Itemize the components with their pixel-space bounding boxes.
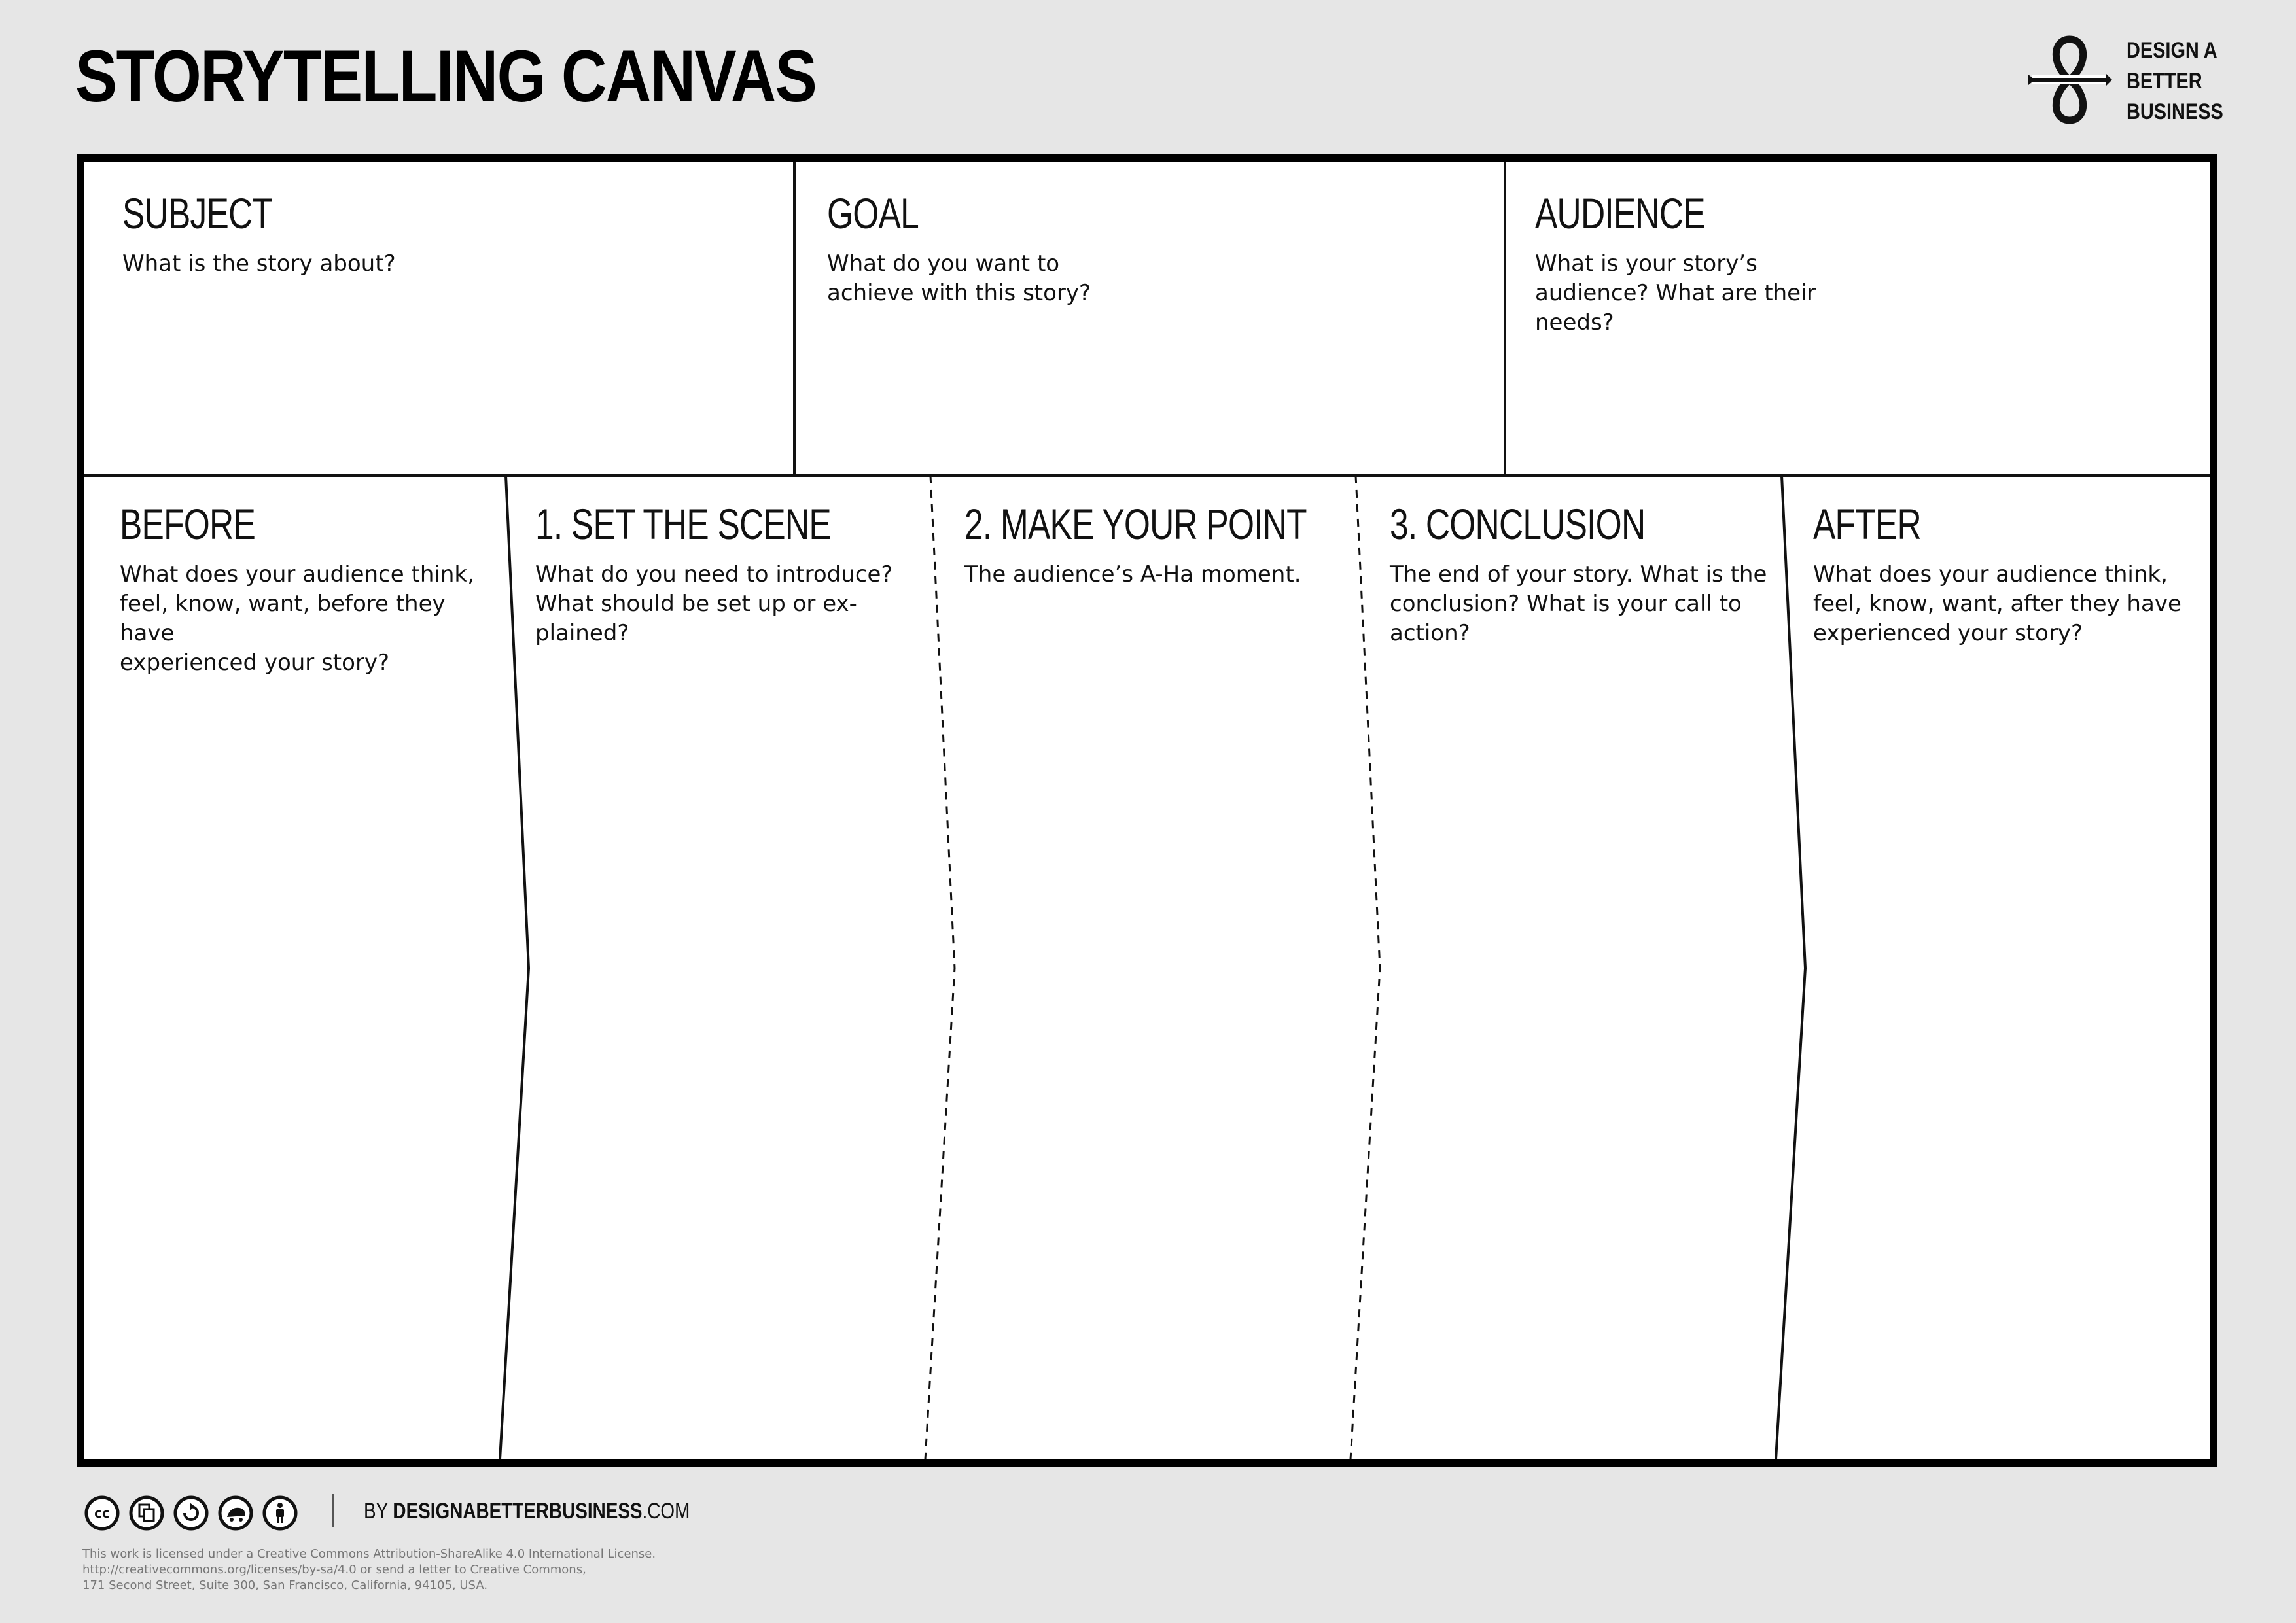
- footer-site-suffix: .COM: [642, 1499, 690, 1524]
- goal-question: What do you want to achieve with this story?: [827, 250, 1091, 306]
- brand-name: [2127, 35, 2223, 128]
- svg-text:cc: cc: [94, 1505, 110, 1521]
- noncommercial-icon: [217, 1495, 254, 1531]
- after-block[interactable]: [1813, 500, 2206, 648]
- infinity-arrows-logo-icon: [2027, 34, 2112, 126]
- conclusion-title: 3. CONCLUSION: [1390, 500, 1646, 548]
- brand-line: DESIGN A: [2127, 38, 2217, 63]
- share-icon: [128, 1495, 165, 1531]
- footer-website[interactable]: [364, 1497, 690, 1526]
- brand-logo: [2027, 34, 2223, 132]
- after-title: AFTER: [1813, 500, 1921, 548]
- audience-question: What is your story’s audience? What are their needs?: [1535, 250, 1816, 336]
- brand-line: BUSINESS: [2127, 99, 2223, 124]
- make-your-point-block[interactable]: [964, 500, 1357, 589]
- set-the-scene-block[interactable]: [535, 500, 928, 648]
- goal-title: GOAL: [827, 189, 919, 237]
- footer-site-name: DESIGNABETTERBUSINESS: [393, 1499, 643, 1524]
- make-your-point-question: The audience’s A-Ha moment.: [964, 561, 1301, 587]
- conclusion-block[interactable]: [1390, 500, 1782, 648]
- audience-title: AUDIENCE: [1535, 189, 1705, 237]
- conclusion-question: The end of your story. What is the conclusion? What is your call to action?: [1390, 561, 1767, 646]
- set-the-scene-question: What do you need to introduce? What should be set up or ex- plained?: [535, 561, 893, 646]
- page-title: STORYTELLING CANVAS: [75, 35, 817, 117]
- attribution-icon: [262, 1495, 298, 1531]
- brand-line: BETTER: [2127, 69, 2202, 94]
- cc-icon: [84, 1495, 120, 1531]
- remix-icon: [173, 1495, 209, 1531]
- canvas-frame: [77, 154, 2217, 1467]
- license-text: This work is licensed under a Creative Commons Attribution-ShareAlike 4.0 International License. http://creativecommons.org/licenses/by-sa/4.0 or send a letter to Creative Commons, 171 Second Street, Suite 300, San Francisco, California, 94105, USA.: [82, 1547, 656, 1592]
- license-icons: [84, 1495, 298, 1531]
- before-block[interactable]: [120, 500, 499, 678]
- make-your-point-title: 2. MAKE YOUR POINT: [964, 500, 1307, 548]
- goal-block[interactable]: [827, 190, 1468, 308]
- set-the-scene-title: 1. SET THE SCENE: [535, 500, 831, 548]
- after-question: What does your audience think, feel, know, want, after they have experienced your story?: [1813, 561, 2181, 646]
- before-question: What does your audience think, feel, know, want, before they have experienced your story?: [120, 561, 474, 676]
- subject-title: SUBJECT: [122, 189, 273, 237]
- before-title: BEFORE: [120, 500, 256, 548]
- footer-by-prefix: BY: [364, 1499, 393, 1524]
- footer-divider: [332, 1494, 334, 1527]
- audience-block[interactable]: [1535, 190, 2176, 338]
- subject-question: What is the story about?: [122, 250, 396, 277]
- subject-block[interactable]: [122, 190, 764, 279]
